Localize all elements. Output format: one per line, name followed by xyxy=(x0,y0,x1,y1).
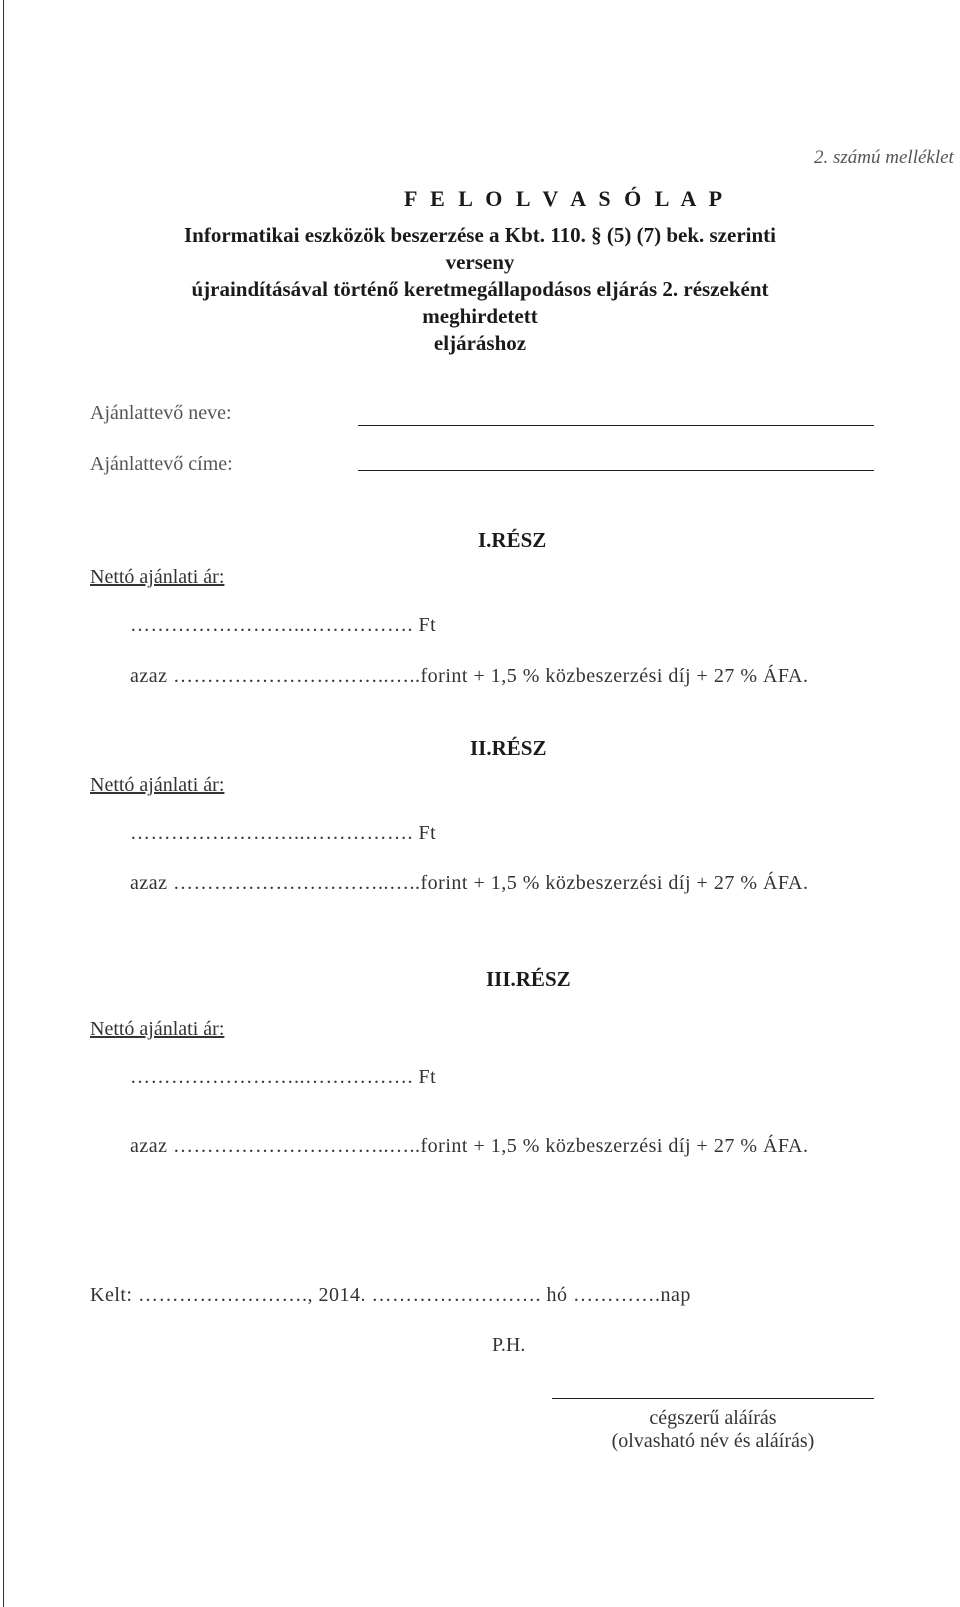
signature-caption-line: cégszerű aláírás xyxy=(649,1407,777,1429)
amount-in-words-field[interactable]: azaz …………………………..…..forint + 1,5 % közbeszerzési díj + 27 % ÁFA. xyxy=(130,1135,809,1157)
amount-in-words-field[interactable]: azaz …………………………..…..forint + 1,5 % közbeszerzési díj + 27 % ÁFA. xyxy=(130,872,809,894)
bidder-name-label: Ajánlattevő neve: xyxy=(90,402,232,424)
document-subtitle xyxy=(170,222,790,357)
amount-field[interactable]: ……………………..……………. Ft xyxy=(130,614,437,636)
amount-in-words-field[interactable]: azaz …………………………..…..forint + 1,5 % közbeszerzési díj + 27 % ÁFA. xyxy=(130,665,809,687)
amount-field[interactable]: ……………………..……………. Ft xyxy=(130,1066,437,1088)
date-line[interactable]: Kelt: ……………………., 2014. ……………………. hó ………….nap xyxy=(90,1284,691,1306)
annex-label: 2. számú melléklet xyxy=(814,147,954,168)
section-title: II.RÉSZ xyxy=(470,736,547,760)
amount-field[interactable]: ……………………..……………. Ft xyxy=(130,822,437,844)
signature-caption-line: (olvasható név és aláírás) xyxy=(611,1430,815,1452)
signature-caption xyxy=(552,1407,874,1453)
subtitle-line: Informatikai eszközök beszerzése a Kbt. 110. § (5) (7) bek. szerinti verseny xyxy=(184,223,776,274)
net-price-label: Nettó ajánlati ár: xyxy=(90,774,225,796)
subtitle-line: eljáráshoz xyxy=(433,331,527,355)
net-price-label: Nettó ajánlati ár: xyxy=(90,1018,225,1040)
net-price-label: Nettó ajánlati ár: xyxy=(90,566,225,588)
bidder-address-field[interactable] xyxy=(358,470,874,471)
signature-line[interactable] xyxy=(552,1398,874,1399)
document-title: F E L O L V A S Ó L A P xyxy=(404,186,727,211)
subtitle-line: újraindításával történő keretmegállapodásos eljárás 2. részeként meghirdetett xyxy=(191,277,769,328)
section-title: III.RÉSZ xyxy=(486,967,571,991)
bidder-name-field[interactable] xyxy=(358,425,874,426)
bidder-address-label: Ajánlattevő címe: xyxy=(90,453,233,475)
stamp-label: P.H. xyxy=(492,1334,526,1356)
page-border xyxy=(3,0,4,1607)
section-title: I.RÉSZ xyxy=(478,528,547,552)
